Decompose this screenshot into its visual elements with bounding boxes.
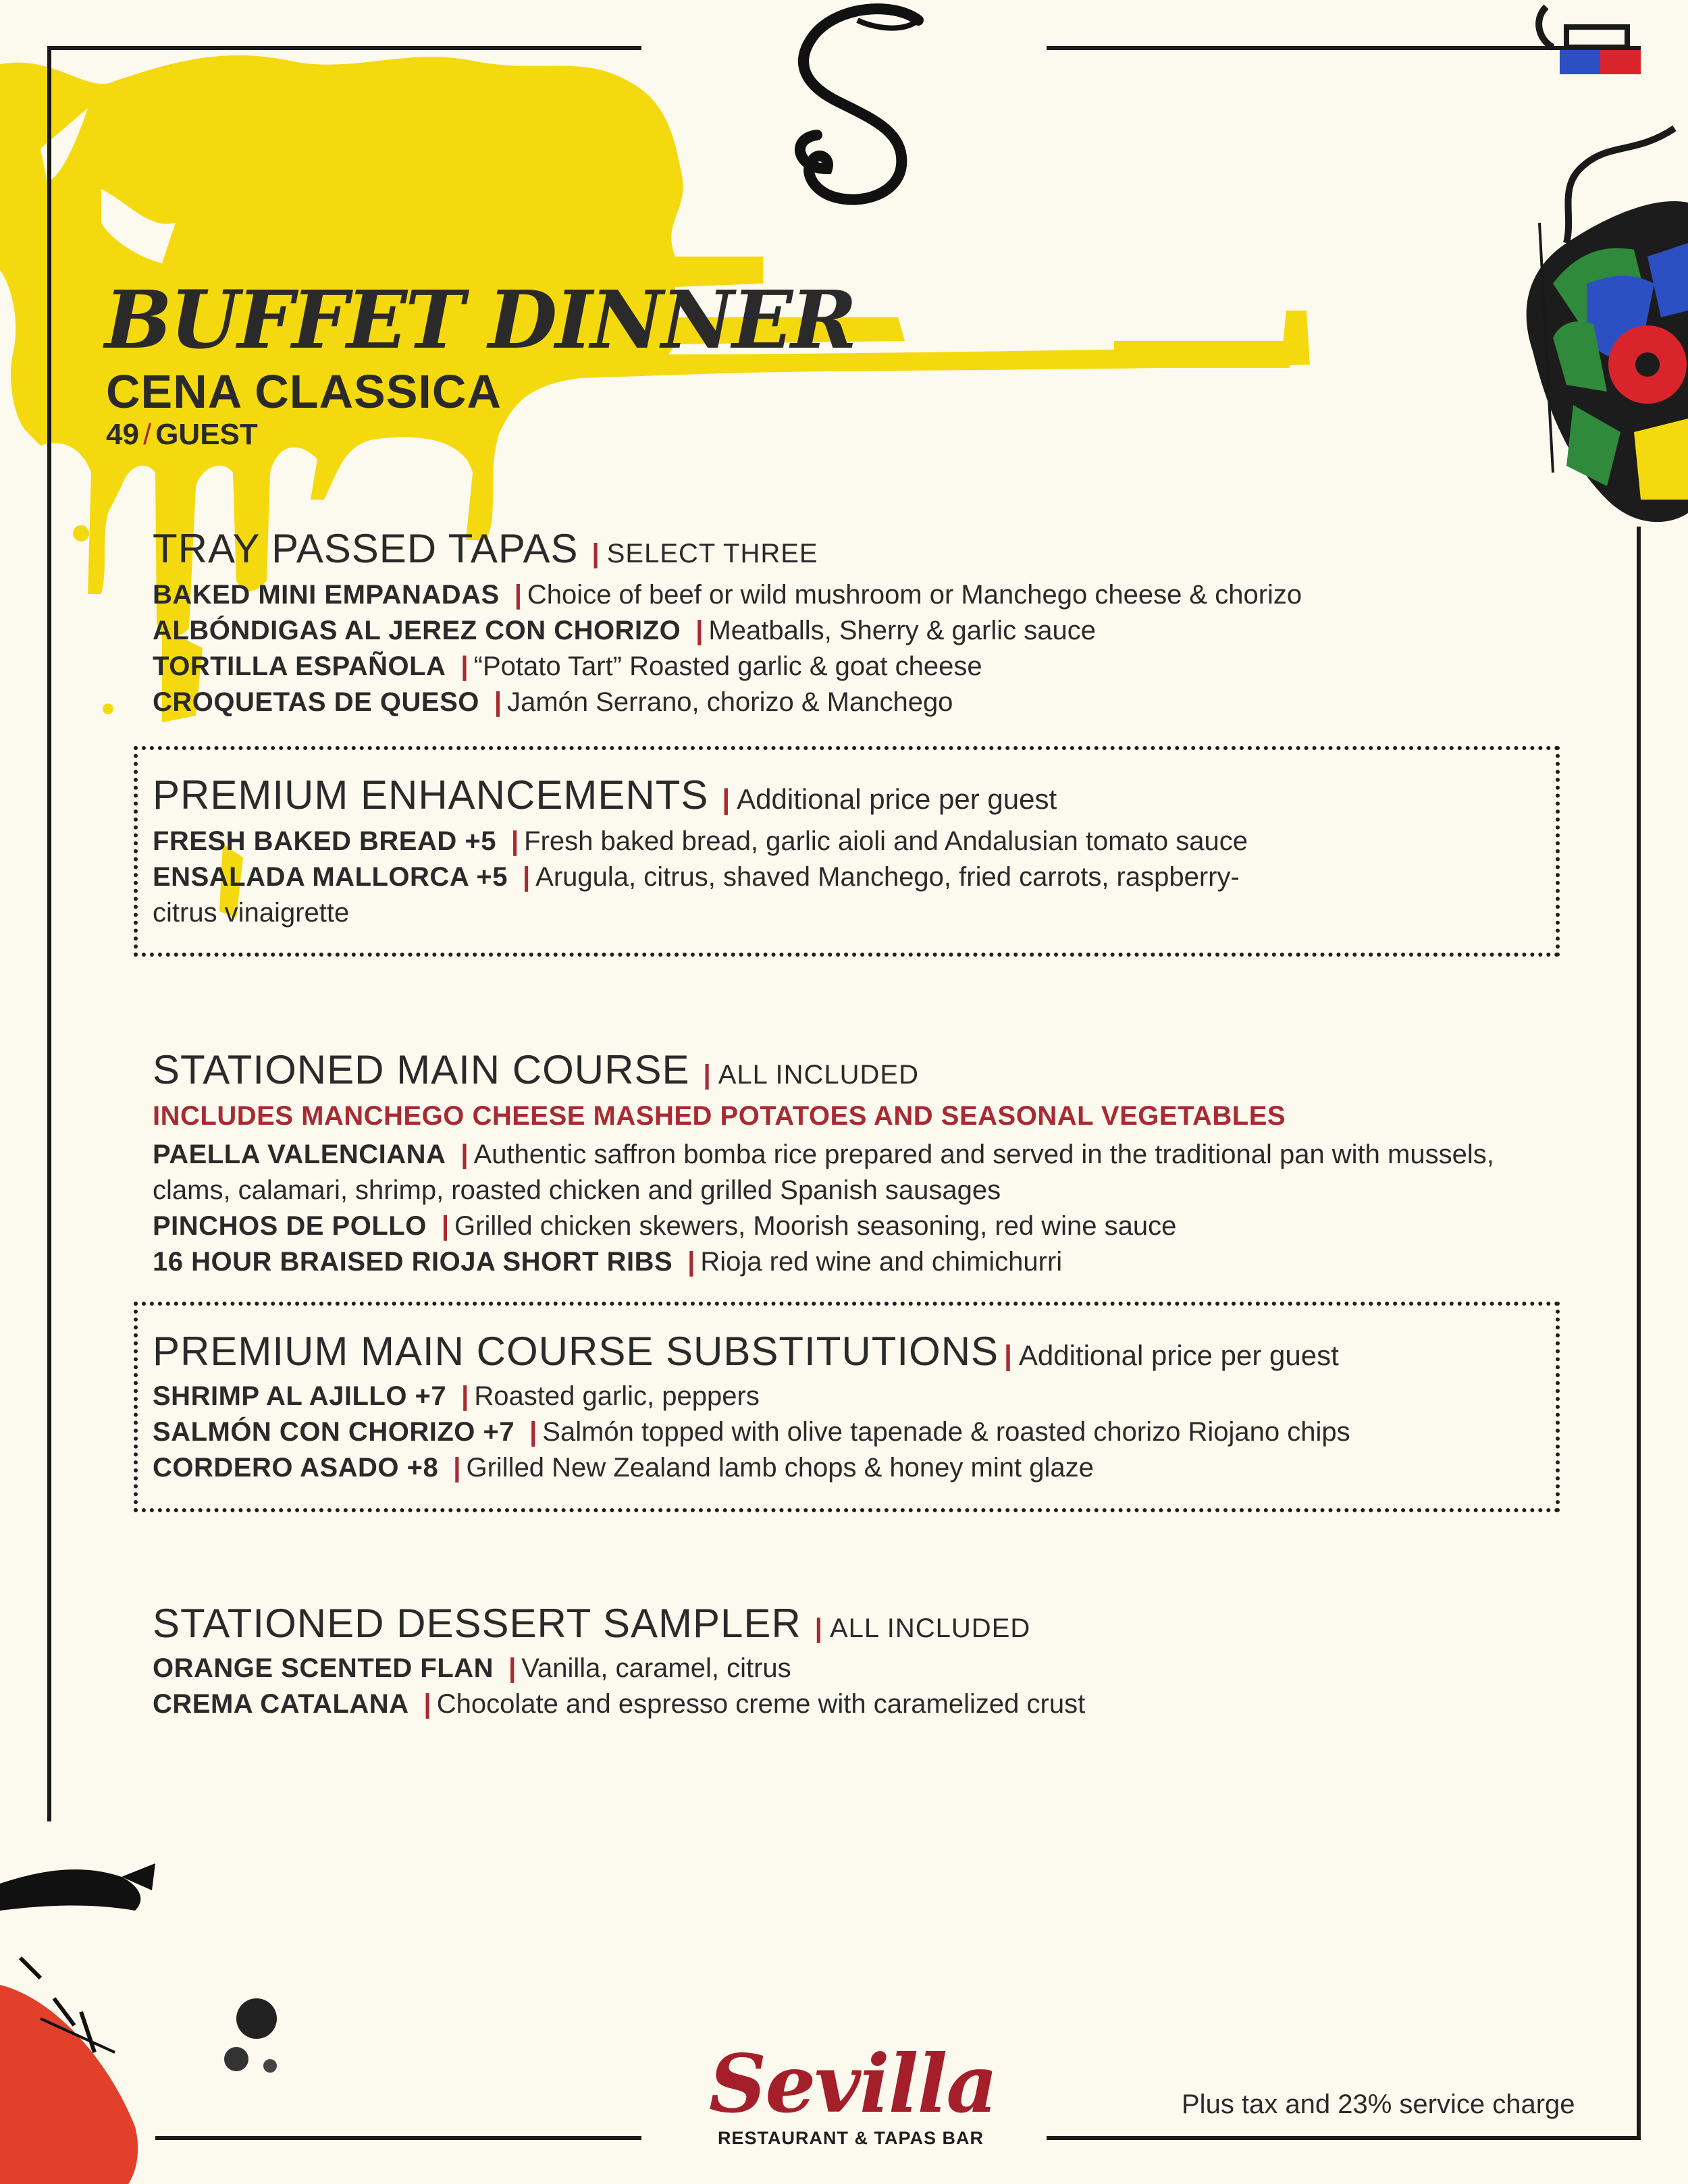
menu-item: 16 HOUR BRAISED RIOJA SHORT RIBS | Rioja red wine and chimichurri: [153, 1247, 1063, 1277]
price-amount: 49: [106, 418, 139, 451]
item-list: [153, 1379, 1564, 1486]
item-list: [153, 1137, 1564, 1280]
menu-item: ALBÓNDIGAS AL JEREZ CON CHORIZO | Meatballs, Sherry & garlic sauce: [153, 616, 1096, 645]
menu-item: ORANGE SCENTED FLAN | Vanilla, caramel, citrus: [153, 1653, 791, 1683]
section-tray-passed-tapas: [153, 526, 1564, 720]
menu-item: PINCHOS DE POLLO | Grilled chicken skewers, Moorish seasoning, red wine sauce: [153, 1211, 1177, 1241]
section-header: [153, 526, 1564, 571]
section-stationed-dessert-sampler: [153, 1603, 1564, 1722]
item-list: [153, 824, 1435, 931]
frame-top-right: [1047, 46, 1641, 50]
section-title: TRAY PASSED TAPAS: [153, 526, 579, 571]
menu-title: BUFFET DINNER: [105, 273, 855, 367]
includes-note: INCLUDES MANCHEGO CHEESE MASHED POTATOES AND SEASONAL VEGETABLES: [153, 1101, 1286, 1131]
section-stationed-main-course: [153, 1047, 1564, 1280]
service-charge-note: Plus tax and 23% service charge: [1182, 2089, 1575, 2119]
menu-item: SALMÓN CON CHORIZO +7 | Salmón topped with olive tapenade & roasted chorizo Riojano chips: [153, 1417, 1350, 1447]
menu-item: BAKED MINI EMPANADAS | Choice of beef or wild mushroom or Manchego cheese & chorizo: [153, 580, 1302, 610]
menu-subtitle: CENA CLASSICA: [106, 365, 502, 418]
section-note: | ALL INCLUDED: [814, 1614, 1031, 1643]
price-unit: GUEST: [155, 418, 258, 451]
menu-item: CREMA CATALANA | Chocolate and espresso creme with caramelized crust: [153, 1689, 1086, 1719]
section-note: | SELECT THREE: [591, 539, 818, 568]
menu-item: SHRIMP AL AJILLO +7 | Roasted garlic, peppers: [153, 1381, 760, 1411]
logo-wordmark: Sevilla: [709, 2037, 997, 2131]
item-list: [153, 1651, 1564, 1722]
section-header: [153, 1603, 1564, 1644]
frame-bottom-left: [155, 2136, 641, 2140]
frame-left: [47, 46, 51, 1821]
section-premium-enhancements: [153, 772, 1435, 931]
item-list: [153, 577, 1564, 720]
section-note: | ALL INCLUDED: [703, 1060, 919, 1090]
price-separator: /: [142, 418, 152, 451]
restaurant-logo: [709, 2037, 997, 2149]
abstract-art-top-right: [1527, 7, 1688, 522]
section-premium-substitutions: [153, 1331, 1564, 1486]
section-title: PREMIUM ENHANCEMENTS: [153, 772, 709, 818]
menu-item: PAELLA VALENCIANA | Authentic saffron bomba rice prepared and served in the traditional pan with mussels, clams, calamari, shrimp, roasted chicken and grilled Spanish sausages: [153, 1140, 1494, 1205]
frame-bottom-right: [1047, 2136, 1641, 2140]
menu-item: CROQUETAS DE QUESO | Jamón Serrano, chorizo & Manchego: [153, 687, 953, 717]
section-header: [153, 772, 1435, 818]
section-header: [153, 1047, 1564, 1092]
frame-top-left: [47, 46, 641, 50]
menu-item: TORTILLA ESPAÑOLA | “Potato Tart” Roasted garlic & goat cheese: [153, 651, 982, 681]
section-note: | Additional price per guest: [1004, 1339, 1339, 1371]
logo-tagline: RESTAURANT & TAPAS BAR: [718, 2128, 984, 2148]
section-title: PREMIUM MAIN COURSE SUBSTITUTIONS: [153, 1329, 999, 1374]
menu-item: FRESH BAKED BREAD +5 | Fresh baked bread, garlic aioli and Andalusian tomato sauce: [153, 826, 1248, 856]
section-header: [153, 1331, 1564, 1372]
frame-right: [1637, 527, 1641, 2140]
section-title: STATIONED DESSERT SAMPLER: [153, 1601, 801, 1646]
price-per-guest: [106, 420, 258, 450]
monogram-logo: [756, 0, 932, 216]
menu-item: ENSALADA MALLORCA +5 | Arugula, citrus, shaved Manchego, fried carrots, raspberry-citrus vinaigrette: [153, 862, 1240, 928]
section-title: STATIONED MAIN COURSE: [153, 1047, 690, 1092]
section-note: | Additional price per guest: [722, 783, 1057, 815]
menu-item: CORDERO ASADO +8 | Grilled New Zealand lamb chops & honey mint glaze: [153, 1453, 1094, 1483]
